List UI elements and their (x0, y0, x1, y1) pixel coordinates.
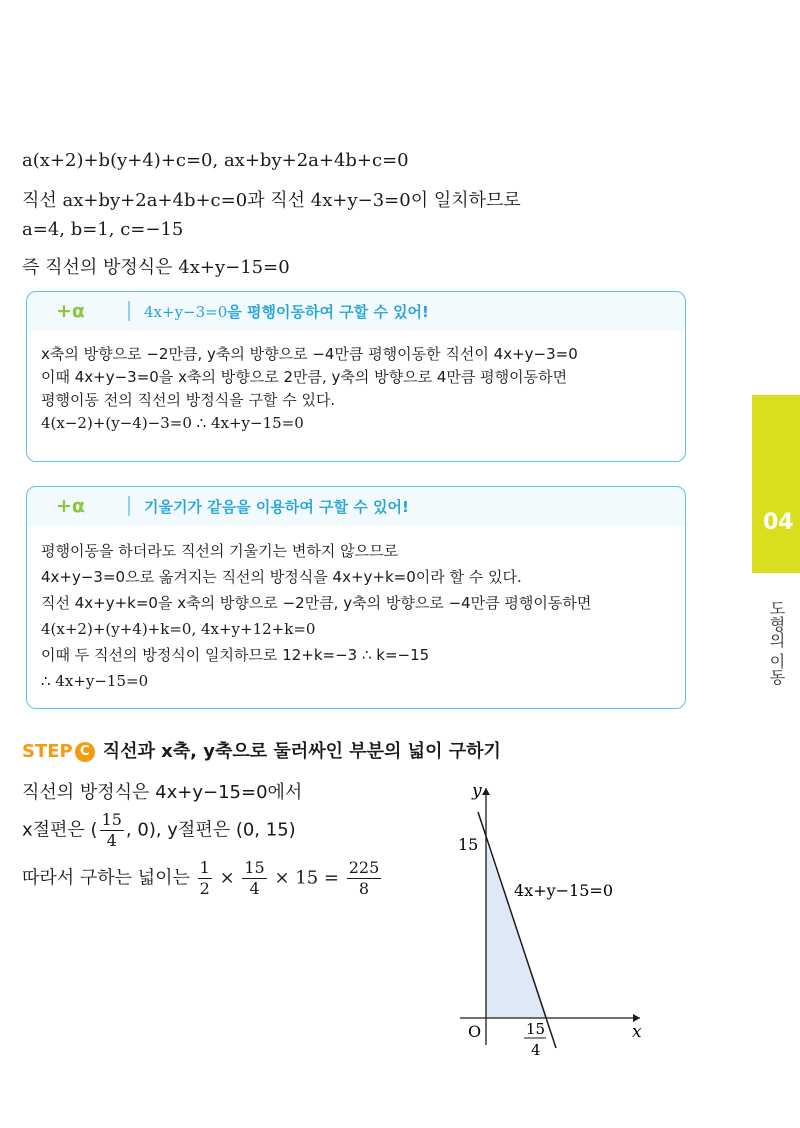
tip1-body-line: 이때 4x+y−3=0을 x축의 방향으로 2만큼, y축의 방향으로 4만큼 평행이동하면 (41, 368, 568, 386)
area-line-2 (22, 810, 296, 851)
fraction-denominator: 2 (199, 879, 210, 898)
x-intercept-fraction (100, 810, 124, 851)
chapter-side-tab (752, 395, 800, 573)
fraction-area-result (347, 858, 382, 899)
fraction-denominator: 8 (358, 879, 370, 898)
tip2-separator (128, 496, 130, 516)
step-letter-badge: C (75, 742, 95, 762)
x-intercept-numerator: 15 (526, 1020, 546, 1038)
fraction-numerator: 225 (348, 858, 380, 877)
step-label: STEP (22, 741, 73, 762)
solution-line-4 (22, 253, 290, 279)
x-intercept-denominator: 4 (531, 1041, 541, 1059)
x-axis-label: x (632, 1022, 642, 1042)
tip2-box (26, 526, 686, 709)
area-line-2-a: x절편은 ( (22, 819, 98, 841)
tip2-title: 기울기가 같음을 이용하여 구할 수 있어! (144, 498, 409, 516)
tip2-body-line: 4(x+2)+(y+4)+k=0, 4x+y+12+k=0 (41, 620, 316, 638)
tip1-box (26, 331, 686, 462)
solution-line-2-eq2: 4x+y−3=0 (310, 190, 411, 211)
tip1-title (144, 301, 429, 322)
solution-line-2 (22, 186, 521, 212)
solution-line-2-mid: 과 직선 (247, 190, 311, 211)
step-title: 직선과 x축, y축으로 둘러싸인 부분의 넓이 구하기 (102, 741, 501, 762)
tip1-header (26, 291, 684, 331)
solution-line-1: a(x+2)+b(y+4)+c=0, ax+by+2a+4b+c=0 (22, 150, 409, 171)
fraction-numerator: 15 (244, 858, 265, 877)
fraction-one-half (198, 858, 212, 899)
area-line-3-a: 따라서 구하는 넓이는 (22, 867, 196, 889)
tip1-body (41, 343, 578, 435)
fraction-denominator: 4 (106, 831, 117, 850)
tip1-body-line: 평행이동 전의 직선의 방정식을 구할 수 있다. (41, 391, 336, 409)
tip2-body-line: 직선 4x+y+k=0을 x축의 방향으로 −2만큼, y축의 방향으로 −4만큼 평행이동하면 (41, 594, 592, 612)
alpha-badge: +α (56, 495, 85, 517)
tip1-separator (128, 301, 130, 321)
times-fifteen: × 15 = (268, 867, 345, 889)
solution-line-2-suffix: 이 일치하므로 (410, 190, 521, 211)
solution-line-4-prefix: 즉 직선의 방정식은 (22, 257, 179, 278)
area-line-1: 직선의 방정식은 4x+y−15=0에서 (22, 782, 303, 803)
tip2-body-line: 4x+y−3=0으로 옮겨지는 직선의 방정식을 4x+y+k=0이라 할 수 있다. (41, 568, 522, 586)
tip2-body-line: 평행이동을 하더라도 직선의 기울기는 변하지 않으므로 (41, 542, 399, 560)
tip2-body-line: ∴ 4x+y−15=0 (41, 672, 149, 690)
tip1-body-line: 4(x−2)+(y−4)−3=0 ∴ 4x+y−15=0 (41, 414, 304, 432)
solution-line-2-prefix: 직선 (22, 190, 63, 211)
chapter-tab-number: 04 (763, 510, 794, 535)
alpha-badge: +α (56, 300, 85, 322)
fraction-fifteen-fourths (242, 858, 266, 899)
fraction-numerator: 1 (199, 858, 210, 877)
tip2-body-line: 이때 두 직선의 방정식이 일치하므로 12+k=−3 ∴ k=−15 (41, 646, 430, 664)
y-intercept-label: 15 (458, 835, 479, 854)
area-line-2-b: , 0), y절편은 (0, 15) (125, 819, 296, 841)
area-line-3 (22, 858, 383, 899)
x-axis-arrow-icon (633, 1014, 640, 1022)
y-axis-arrow-icon (482, 788, 490, 795)
tip2-body (41, 538, 591, 694)
fraction-denominator: 4 (249, 879, 260, 898)
solution-line-3: a=4, b=1, c=−15 (22, 219, 184, 240)
fraction-numerator: 15 (101, 810, 122, 829)
chapter-side-note: 도형의 이동 (767, 600, 786, 686)
times-sign: × (213, 867, 241, 889)
tip1-title-eq: 4x+y−3=0 (144, 303, 228, 321)
solution-line-4-eq: 4x+y−15=0 (178, 257, 290, 278)
step-heading (22, 737, 501, 763)
solution-line-2-eq1: ax+by+2a+4b+c=0 (62, 190, 248, 211)
y-axis-label: y (472, 781, 482, 801)
line-equation-label: 4x+y−15=0 (514, 881, 613, 900)
intercept-graph (450, 780, 670, 1070)
tip1-body-line: x축의 방향으로 −2만큼, y축의 방향으로 −4만큼 평행이동한 직선이 4x+y−3=0 (41, 345, 578, 363)
tip2-header (26, 486, 684, 526)
tip1-title-text: 을 평행이동하여 구할 수 있어! (227, 303, 429, 321)
origin-label: O (468, 1022, 482, 1041)
